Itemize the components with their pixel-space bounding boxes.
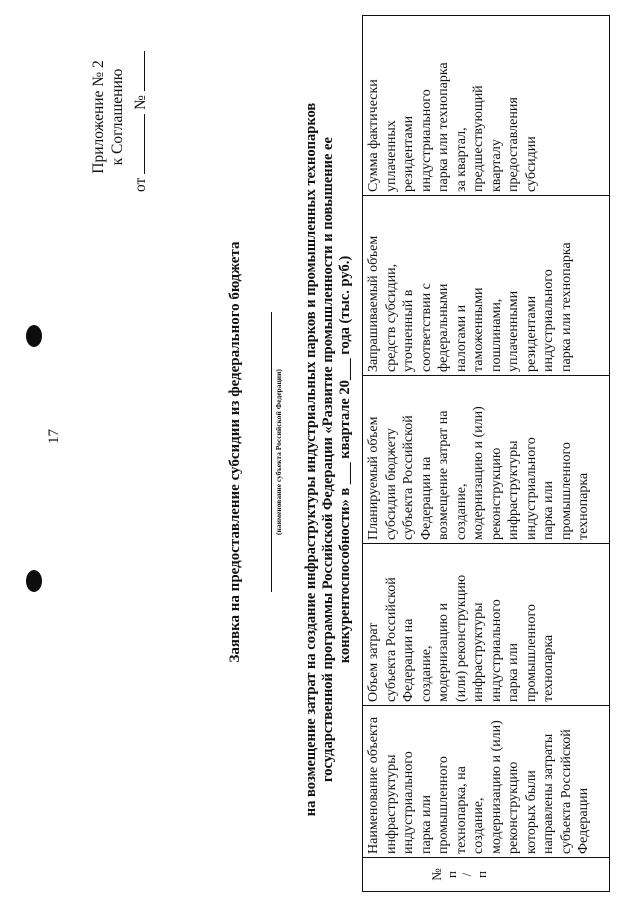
subsidy-request-table [362, 15, 610, 892]
column-header-object-name: Наименование объекта инфраструктуры индустриального парка или промышленного технопарка, на создание, модернизацию и (или) реконструкцию которых были направлены затраты субъекта Российской Федерации [363, 706, 610, 858]
form-heading [303, 62, 354, 857]
date-label: от [132, 177, 149, 192]
table-header-row [363, 16, 610, 892]
heading-line-1: на возмещение затрат на создание инфраструктуры индустриальных парков и промышленных технопарков [303, 102, 319, 817]
number-label: № [132, 95, 149, 110]
agreement-date-number-line [131, 42, 150, 192]
agreement-label: к Соглашению [109, 68, 126, 166]
column-header-requested-subsidy: Запрашиваемый объем средств субсидии, уточненный в соответствии с федеральными налогами и таможенными пошлинами, уплаченными резидентами индустриального парка или технопарка [363, 196, 610, 376]
column-header-actual-paid-sum: Сумма фактически уплаченных резидентами индустриального парка или технопарка за квартал, предшествующий кварталу предоставления субсидии [363, 16, 610, 196]
subject-name-caption: (наименование субъекта Российской Федерации) [274, 369, 283, 535]
rotated-page-content [17, 12, 617, 892]
column-header-number: № п / п [363, 858, 610, 892]
subject-name-blank-line [271, 312, 272, 592]
appendix-label: Приложение № 2 [90, 60, 107, 174]
appendix-header [89, 42, 150, 192]
page-number: 17 [46, 429, 62, 444]
form-title: Заявка на предоставление субсидии из федерального бюджета [227, 241, 243, 663]
heading-line-3: конкурентоспособности» в ___ квартале 20___ года (тыс. руб.) [337, 255, 353, 664]
number-blank [144, 51, 145, 91]
date-blank [144, 114, 145, 174]
column-header-subject-costs: Объем затрат субъекта Российской Федерации на создание, модернизацию и (или) реконструкцию инфраструктуры индустриального парка или промышленного технопарка [363, 544, 610, 706]
heading-line-2: государственной программы Российской Федерации «Развитие промышленности и повышение ее [320, 137, 336, 782]
column-header-planned-subsidy: Планируемый объем субсидии бюджету субъекта Российской Федерации на возмещение затрат на создание, модернизацию и (или) реконструкцию инфраструктуры индустриального парка или промышленного технопарка [363, 376, 610, 544]
